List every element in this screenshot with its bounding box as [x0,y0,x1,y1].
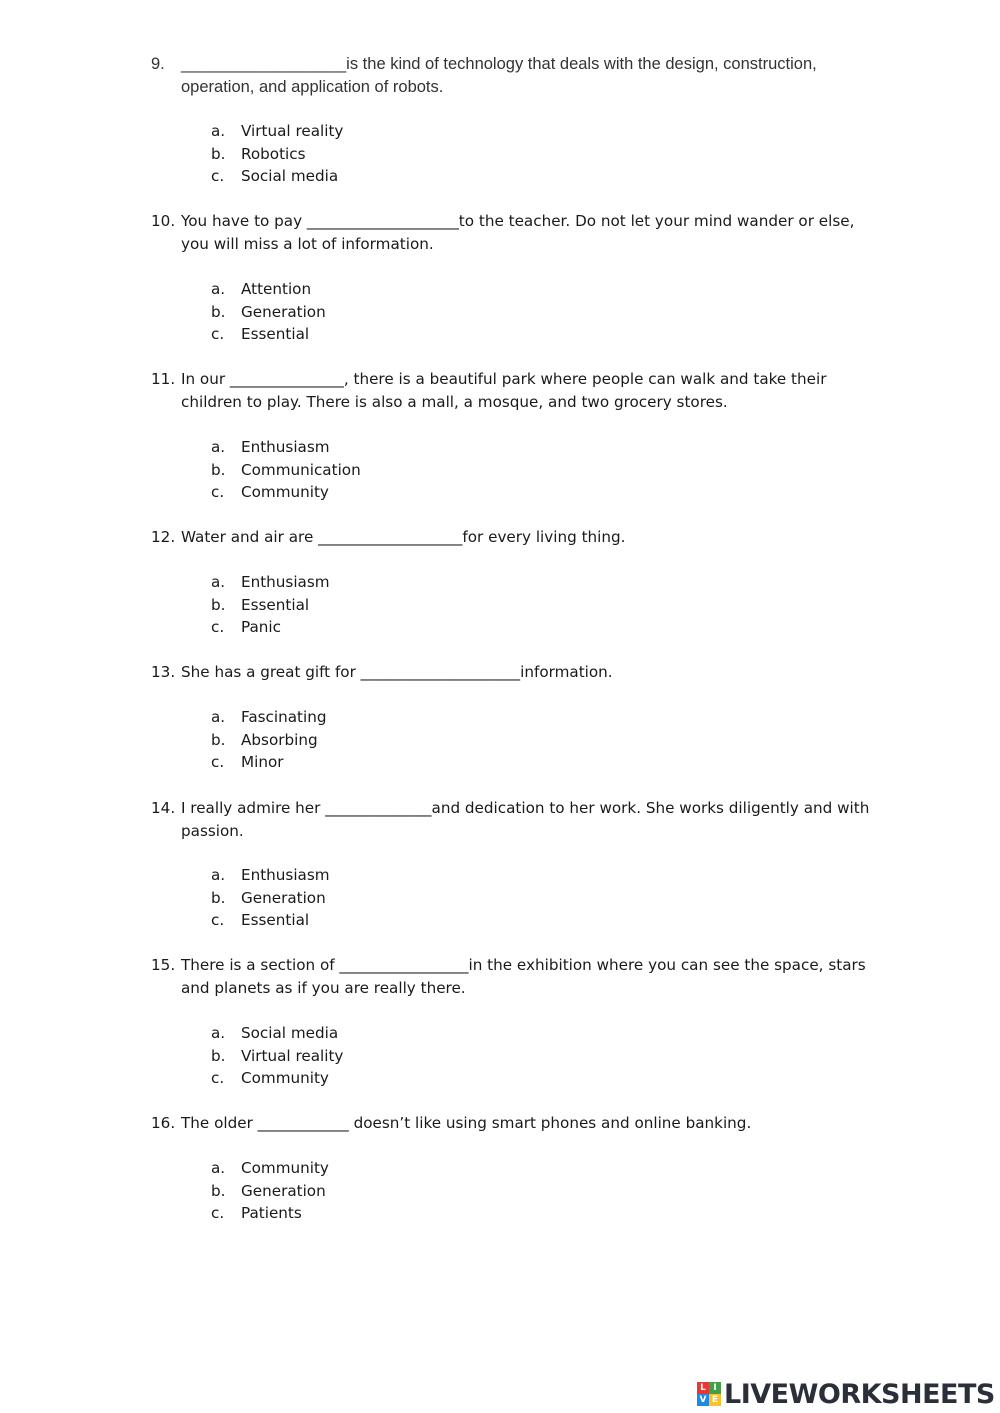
liveworksheets-logo[interactable] [697,1378,995,1410]
question-number: 16. [151,1114,176,1132]
option-a[interactable]: a. Enthusiasm [211,438,330,456]
options-14 [211,864,330,932]
option-b[interactable]: b. Generation [211,302,326,321]
question-stem: You have to pay ____________________to the teacher. Do not let your mind wander or else, you will miss a lot of information. [181,212,855,253]
options-12 [211,571,330,639]
question-number: 13. [151,663,176,681]
option-b[interactable]: b. Generation [211,1181,326,1200]
question-stem: There is a section of _________________in the exhibition where you can see the space, stars and planets as if you are really there. [181,956,866,997]
question-number: 14. [151,799,176,817]
question-stem: __________________is the kind of technology that deals with the design, construction, operation, and application of robots. [181,55,817,96]
question-10 [151,210,871,256]
option-c[interactable]: c. Community [211,1069,329,1088]
option-b[interactable]: b. Essential [211,595,310,614]
question-9 [151,53,871,99]
question-11 [151,368,871,414]
options-16 [211,1157,329,1225]
option-b[interactable]: b. Virtual reality [211,1046,344,1065]
option-c[interactable]: c. Social media [211,167,339,186]
option-a[interactable]: a. Enthusiasm [211,573,330,591]
question-stem: In our _______________, there is a beautiful park where people can walk and take their children to play. There is also a mall, a mosque, and two grocery stores. [181,370,827,411]
option-b[interactable]: b. Robotics [211,144,306,163]
option-a[interactable]: a. Virtual reality [211,122,344,140]
question-12 [151,526,871,549]
question-number: 15. [151,956,176,974]
logo-text: LIVEWORKSHEETS [724,1378,995,1410]
options-9 [211,120,343,188]
option-c[interactable]: c. Patients [211,1204,302,1223]
question-14 [151,797,871,843]
option-c[interactable]: c. Essential [211,325,310,344]
question-stem: I really admire her ______________and dedication to her work. She works diligently and with passion. [181,799,870,840]
liveworksheets-logo-icon: L I V E [697,1382,721,1406]
option-b[interactable]: b. Communication [211,460,361,479]
option-a[interactable]: a. Fascinating [211,708,327,726]
question-13 [151,661,871,684]
option-c[interactable]: c. Essential [211,911,310,930]
question-number: 11. [151,370,176,388]
option-b[interactable]: b. Generation [211,888,326,907]
option-c[interactable]: c. Panic [211,618,281,637]
question-stem: She has a great gift for _____________________information. [181,663,613,681]
question-number: 10. [151,212,176,230]
option-c[interactable]: c. Minor [211,753,284,772]
option-a[interactable]: a. Community [211,1159,329,1177]
option-a[interactable]: a. Social media [211,1024,339,1042]
question-16 [151,1112,871,1135]
options-10 [211,278,326,346]
option-c[interactable]: c. Community [211,483,329,502]
option-b[interactable]: b. Absorbing [211,730,318,749]
question-number: 12. [151,528,176,546]
option-a[interactable]: a. Attention [211,280,312,298]
question-stem: Water and air are ___________________for every living thing. [181,528,626,546]
options-15 [211,1022,343,1090]
question-15 [151,954,871,1000]
options-13 [211,706,327,774]
options-11 [211,436,361,504]
question-stem: The older ____________ doesn’t like using smart phones and online banking. [181,1114,752,1132]
option-a[interactable]: a. Enthusiasm [211,866,330,884]
question-number: 9. [151,55,165,73]
